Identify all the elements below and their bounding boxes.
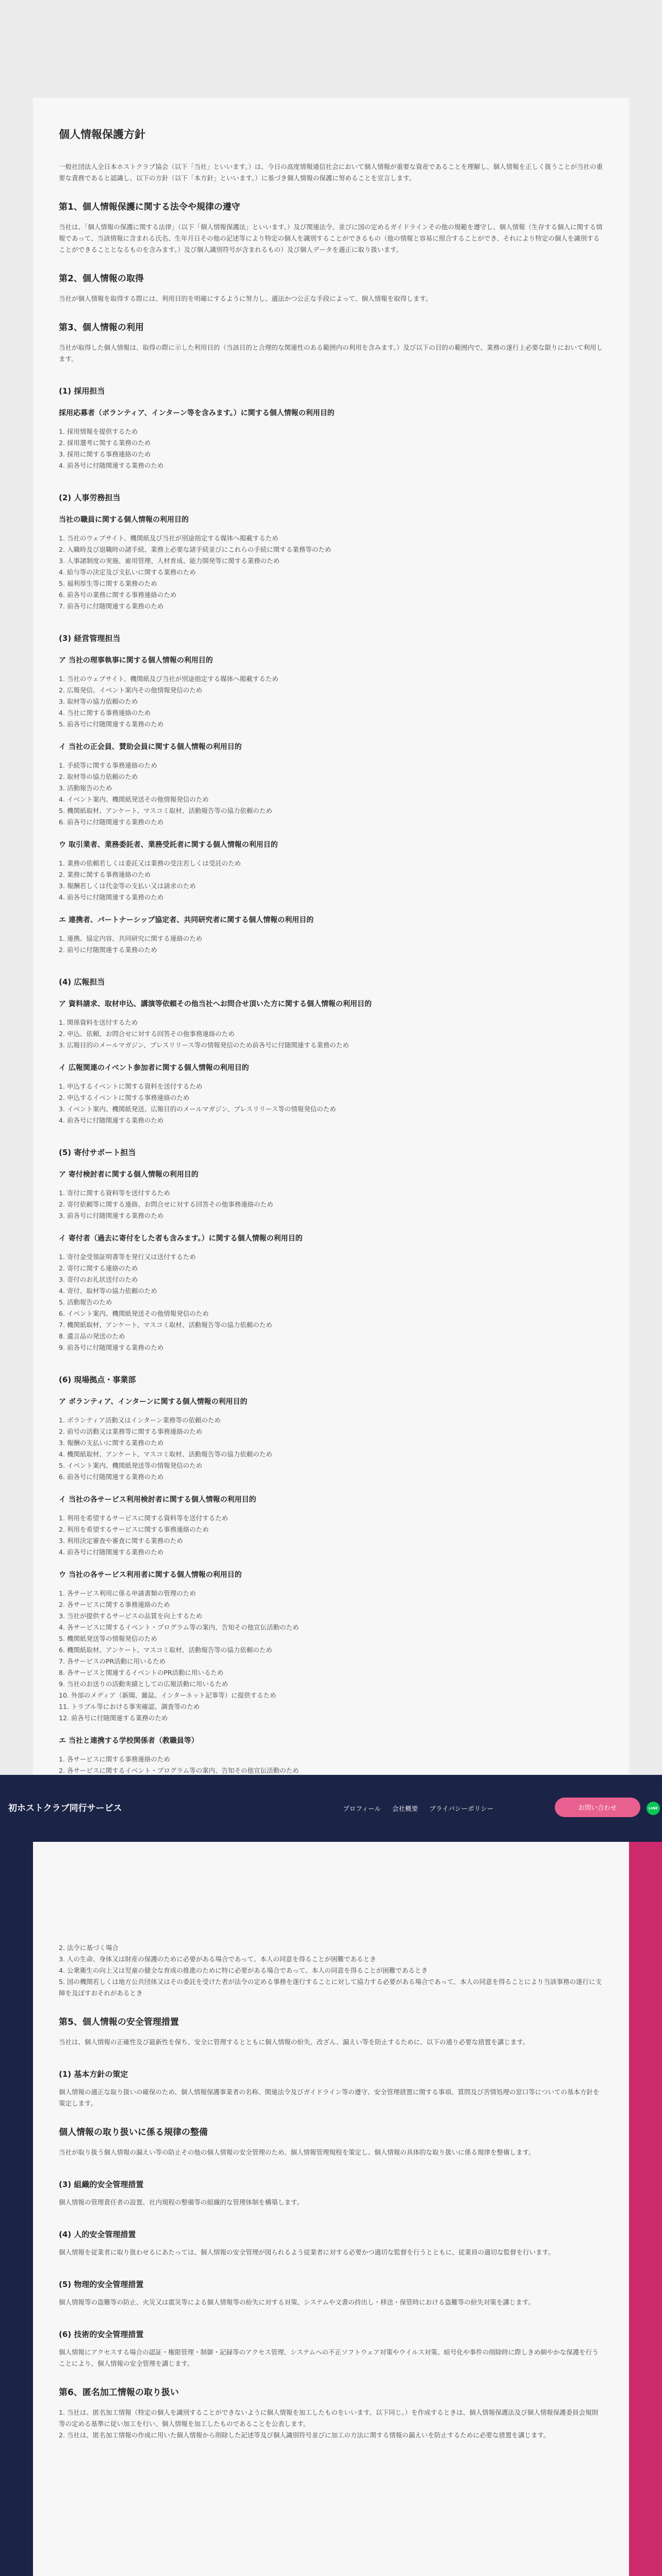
list-item: 3. 採用に関する事務連絡のため: [59, 450, 151, 458]
list-item: 2. 入職時及び退職時の諸手続、業務上必要な諸手続並びにこれらの手続に関する業務等のため: [59, 546, 332, 553]
list-item: 5. 機関紙発送等の情報発信のため: [59, 1635, 157, 1642]
list-item: 3. 当社が提供するサービスの品質を向上するため: [59, 1612, 203, 1620]
list-item: 4. 寄付、取材等の協力依頼のため: [59, 1287, 157, 1295]
list-item: 1. ボランティア活動又はインターン業務等の依頼のため: [59, 1416, 221, 1424]
list-item: 2. 広報発信、イベント案内その他情報発信のため: [59, 686, 203, 694]
list-item: 2. 申込するイベントに関する事務連絡のため: [59, 1094, 190, 1101]
list-item: 3. 人事諸制度の実施、雇用管理、人材育成、能力開発等に関する業務のため: [59, 557, 280, 565]
list-item: 9. 前各号に付随関連する業務のため: [59, 1344, 164, 1351]
section-2-title: 第2、個人情報の取得: [59, 274, 144, 284]
nav-privacy[interactable]: プライバシーポリシー: [429, 1805, 494, 1812]
page-title: 個人情報保護方針: [59, 128, 145, 141]
list-item: 1. 採用情報を提供するため: [59, 428, 138, 435]
main-nav: [343, 1804, 493, 1813]
line-icon[interactable]: LINE: [647, 1802, 660, 1815]
dept-recruit-sub: 採用応募者（ボランティア、インターン等を含みます。）に関する個人情報の利用目的: [59, 409, 335, 417]
dept-field-sub-c: ウ 当社の各サービス利用者に関する個人情報の利用目的: [59, 1571, 242, 1579]
dept-recruit-title: (1) 採用担当: [59, 386, 105, 396]
dept-donation-title: (5) 寄付サポート担当: [59, 1148, 136, 1157]
dept-pr-list-b: [59, 1081, 603, 1126]
dept-hr-list: [59, 533, 603, 612]
list-item: 6. 機関紙取材、アンケート、マスコミ取材、活動報告等の協力依頼のため: [59, 1646, 273, 1654]
dept-mgmt-sub-c: ウ 取引業者、業務委託者、業務受託者に関する個人情報の利用目的: [59, 841, 278, 849]
dept-mgmt-list-c: [59, 858, 603, 903]
list-item: 3. 広報目的のメールマガジン、プレスリリース等の情報発信のため前各号に付随関連する業務のため: [59, 1041, 349, 1049]
list-item: 2. 前号の活動又は業務等に関する事務連絡のため: [59, 1428, 203, 1435]
list-item: 3. 報酬若しくは代金等の支払い又は請求のため: [59, 882, 196, 890]
dept-pr-sub-b: イ 広報関連のイベント参加者に関する個人情報の利用目的: [59, 1064, 249, 1072]
section-1-title: 第1、個人情報保護に関する法令や規律の遵守: [59, 202, 240, 212]
list-item: 3. 人の生命、身体又は財産の保護のために必要がある場合であって、本人の同意を得ることが困難であるとき: [59, 1955, 376, 1963]
dept-pr-sub-a: ア 資料請求、取材申込、講演等依頼その他当社へお問合せ頂いた方に関する個人情報の利用目的: [59, 1000, 372, 1008]
list-item: 2. 業務に関する事務連絡のため: [59, 871, 151, 878]
list-item: 3. 前各号に付随関連する業務のため: [59, 1212, 164, 1219]
right-side-band: [629, 1842, 662, 2576]
list-item: 1. 関係資料を送付するため: [59, 1019, 138, 1026]
list-item: 4. 前各号に付随関連する業務のため: [59, 1116, 164, 1124]
list-item: 8. 各サービスと関連するイベントのPR活動に用いるため: [59, 1669, 224, 1676]
measure-5-text: 個人情報等の盗難等の防止、火災又は震災等による個人情報等の紛失に対する対策、システムや文書の持出し・移送・保管時における盗難等の紛失対策を講じます。: [59, 2298, 535, 2306]
section-6-list: [59, 2407, 603, 2441]
list-item: 11. トラブル等における事実確認、調査等のため: [59, 1703, 200, 1710]
section-3-title: 第3、個人情報の利用: [59, 323, 144, 333]
list-item: 4. 公衆衛生の向上又は児童の健全な育成の推進のために特に必要がある場合であって、本人の同意を得ることが困難であるとき: [59, 1967, 428, 1974]
dept-mgmt-list-b: [59, 760, 603, 828]
list-item: 7. 各サービスのPR活動に用いるため: [59, 1657, 166, 1665]
list-item: 2. 寄付に関する連絡のため: [59, 1264, 138, 1272]
list-item: 5. 機関紙取材、アンケート、マスコミ取材、活動報告等の協力依頼のため: [59, 807, 273, 815]
policy-content-bottom: [59, 1942, 603, 2576]
list-item: 6. 前各号に付随関連する業務のため: [59, 818, 164, 826]
measure-1-title: (1) 基本方針の策定: [59, 2070, 128, 2079]
list-item: 12. 前各号に付随関連する業務のため: [59, 1714, 168, 1722]
site-brand[interactable]: 初ホストクラブ同行サービス: [8, 1803, 122, 1814]
list-item: 1. 寄付に関する資料等を送付するため: [59, 1189, 170, 1197]
list-item: 4. 当社に関する事務連絡のため: [59, 709, 151, 717]
list-item: 4. 機関紙取材、アンケート、マスコミ取材、活動報告等の協力依頼のため: [59, 1450, 273, 1458]
policy-page: [33, 98, 629, 2576]
list-item: 6. 前各号の業務に関する事務連絡のため: [59, 591, 177, 599]
dept-mgmt-list-d: [59, 933, 603, 956]
section-5-text: 当社は、個人情報の正確性及び最新性を保ち、安全に管理するとともに個人情報の紛失、改ざん、漏えい等を防止するために、以下の通り必要な措置を講じます。: [59, 2038, 529, 2046]
list-item: 5. イベント案内、機関紙発送等の情報発信のため: [59, 1462, 203, 1469]
list-item: 1. 手続等に関する事務連絡のため: [59, 761, 157, 769]
list-item: 9. 当社のお送りの活動実績としての広報活動に用いるため: [59, 1680, 228, 1688]
list-item: 4. 給与等の決定及び支払いに関する業務のため: [59, 568, 196, 576]
dept-field-list-c: [59, 1588, 603, 1724]
list-item: 4. 前各号に付随関連する業務のため: [59, 893, 164, 901]
dept-donation-sub-a: ア 寄付検討者に関する個人情報の利用目的: [59, 1171, 198, 1179]
dept-field-sub-a: ア ボランティア、インターンに関する個人情報の利用目的: [59, 1398, 247, 1406]
list-item: 1. 当社のウェブサイト、機関紙及び当社が別途指定する媒体へ掲載するため: [59, 675, 278, 683]
list-item: 2. 各サービスに関するイベント・プログラム等の案内、告知その他宣伝活動のため: [59, 1767, 299, 1774]
list-item: 5. 活動報告のため: [59, 1298, 112, 1306]
list-item: 1. 各サービスに関する事務連絡のため: [59, 1755, 170, 1763]
list-item: 2. 前号に付随関連する業務のため: [59, 946, 157, 954]
list-item: 5. 前各号に付随関連する業務のため: [59, 720, 164, 728]
list-item: 1. 申込するイベントに関する資料を送付するため: [59, 1082, 203, 1090]
list-item: 8. 遺言品の発送のため: [59, 1332, 125, 1340]
list-item: 6. イベント案内、機関紙発送その他情報発信のため: [59, 1310, 209, 1317]
dept-recruit-list: [59, 426, 603, 471]
list-item: 1. 各サービス利用に係る申請書類の管理のため: [59, 1589, 196, 1597]
dept-donation-list-a: [59, 1188, 603, 1222]
list-item: 1. 当社のウェブサイト、機関紙及び当社が別途指定する媒体へ掲載するため: [59, 534, 278, 542]
list-item: 4. 各サービスに関するイベント・プログラム等の案内、告知その他宣伝活動のため: [59, 1623, 299, 1631]
list-item: 2. 採用選考に関する業務のため: [59, 439, 151, 447]
measure-3-text: 個人情報の管理責任者の設置、社内規程の整備等の組織的な管理体制を構築します。: [59, 2198, 304, 2206]
list-item: 4. イベント案内、機関紙発送その他情報発信のため: [59, 795, 209, 803]
dept-pr-title: (4) 広報担当: [59, 977, 105, 987]
contact-button[interactable]: お問い合わせ: [555, 1798, 640, 1817]
list-item: 7. 機関紙取材、アンケート、マスコミ取材、活動報告等の協力依頼のため: [59, 1321, 273, 1329]
list-item: 4. 前各号に付随関連する業務のため: [59, 1548, 164, 1556]
list-item: 4. 前各号に付随関連する業務のため: [59, 462, 164, 469]
list-item: 1. 寄付金受領証明書等を発行又は送付するため: [59, 1253, 196, 1261]
section-2-text: 当社が個人情報を取得する際には、利用目的を明確にするように努力し、適法かつ公正な手段によって、個人情報を取得します。: [59, 295, 432, 302]
dept-field-title: (6) 現場拠点・事業部: [59, 1375, 136, 1384]
list-item: 3. 利用決定審査や審査に関する業務のため: [59, 1537, 183, 1545]
dept-field-list-b: [59, 1513, 603, 1558]
section-5-title: 第5、個人情報の安全管理措置: [59, 2017, 179, 2027]
dept-hr-sub: 当社の職員に関する個人情報の利用目的: [59, 516, 189, 524]
section-1-text: 当社は、「個人情報の保護に関する法律」（以下「個人情報保護法」といいます。）及び関連法令、並びに国の定めるガイドラインその他の規範を遵守し、個人情報（生存する個人に関する情報であって、当該情報に含まれる氏名、生年月日その他の記述等により特定の個人を識別することができるもの（他の情報と容易に照合することができ、それにより特定の個人を識別することができることとなるものを含みます。）及び個人識別符号が含まれるもの）及び個人データを適正に取り扱います。: [59, 223, 603, 253]
dept-field-sub-d: エ 当社と連携する学校関係者（教職員等）: [59, 1737, 198, 1745]
list-item: 5. 福利厚生等に関する業務のため: [59, 580, 157, 587]
dept-hr-title: (2) 人事労務担当: [59, 493, 121, 502]
rules-text: 当社が取り扱う個人情報の漏えい等の防止その他の個人情報の安全管理のため、個人情報管理規程を策定し、個人情報の具体的な取り扱いに係る規律を整備します。: [59, 2148, 535, 2156]
list-item: 6. 前各号に付随関連する業務のため: [59, 1473, 164, 1481]
measure-3-title: (3) 組織的安全管理措置: [59, 2180, 144, 2189]
list-item: 1. 業務の依頼若しくは委託又は業務の受注若しくは受託のため: [59, 859, 241, 867]
list-item: 10. 外部のメディア（新聞、雑誌、インターネット記事等）に提供するため: [59, 1691, 276, 1699]
list-item: 7. 前各号に付随関連する業務のため: [59, 602, 164, 610]
list-item: 2. 各サービスに関する事務連絡のため: [59, 1601, 170, 1608]
list-item: 2. 申込、依頼、お問合せに対する回答その他事務連絡のため: [59, 1030, 235, 1038]
list-item: 3. 報酬の支払いに関する業務のため: [59, 1439, 164, 1447]
section-6-title: 第6、匿名加工情報の取り扱い: [59, 2387, 179, 2398]
list-item: 5. 国の機関若しくは地方公共団体又はその委託を受けた者が法令の定める事務を遂行することに対して協力する必要がある場合であって、本人の同意を得ることにより当該事務の遂行に支障を及ぼすおそれがあるとき: [59, 1978, 602, 1997]
left-side-band: [0, 1842, 33, 2576]
measure-6-text: 個人情報にアクセスする場合の認証・権限管理・制御・記録等のアクセス管理、システムへの不正ソフトウェア対策やウイルス対策、暗号化や事件の削除時に際しきめ細やかな保護を行うことにより、個人情報の安全管理を講じます。: [59, 2348, 599, 2367]
list-item: 1. 当社は、匿名加工情報（特定の個人を識別することができないように個人情報を加工したものをいいます。以下同じ。）を作成するときは、個人情報保護法及び個人情報保護委員会規則等の定める基準に従い加工を行い、個人情報を加工したものであることを公表します。: [59, 2409, 599, 2428]
dept-mgmt-sub-d: エ 連携者、パートナーシップ協定者、共同研究者に関する個人情報の利用目的: [59, 916, 314, 924]
list-item: 3. 活動報告のため: [59, 784, 112, 792]
measure-6-title: (6) 技術的安全管理措置: [59, 2330, 144, 2339]
dept-mgmt-sub-b: イ 当社の正会員、賛助会員に関する個人情報の利用目的: [59, 743, 242, 751]
third-party-exceptions-list: [59, 1942, 603, 1999]
dept-pr-list-a: [59, 1017, 603, 1051]
policy-content-top: [59, 126, 603, 1868]
dept-mgmt-title: (3) 経営管理担当: [59, 634, 121, 643]
list-item: 3. 取材等の協力依頼のため: [59, 698, 138, 705]
rules-title: 個人情報の取り扱いに係る規律の整備: [59, 2127, 208, 2138]
dept-field-sub-b: イ 当社の各サービス利用検討者に関する個人情報の利用目的: [59, 1496, 256, 1504]
list-item: 2. 法令に基づく場合: [59, 1944, 119, 1952]
list-item: 1. 連携、協定内容、共同研究に関する連絡のため: [59, 935, 203, 942]
nav-company[interactable]: 会社概要: [392, 1805, 418, 1812]
dept-donation-list-b: [59, 1251, 603, 1353]
list-item: 3. イベント案内、機関紙発送、広報目的のメールマガジン、プレスリリース等の情報発信のため: [59, 1105, 336, 1113]
dept-donation-sub-b: イ 寄付者（過去に寄付をした者も含みます。）に関する個人情報の利用目的: [59, 1234, 303, 1243]
measure-4-text: 個人情報を従業者に取り扱わせるにあたっては、個人情報の安全管理が図られるよう従業者に対する必要かつ適切な監督を行うとともに、従業員の適切な監督を行います。: [59, 2248, 555, 2256]
intro-text: 一般社団法人全日本ホストクラブ協会（以下「当社」といいます。）は、今日の高度情報通信社会において個人情報が重要な資産であることを理解し、個人情報を正しく扱うことが当社の重要な責務であると認識し、以下の方針（以下「本方針」といいます。）に基づき個人情報の保護に努めることを宣言します。: [59, 163, 603, 182]
list-item: 2. 利用を希望するサービスに関する事務連絡のため: [59, 1526, 209, 1533]
site-header: [0, 1775, 662, 1842]
measure-5-title: (5) 物理的安全管理措置: [59, 2280, 144, 2289]
nav-profile[interactable]: プロフィール: [343, 1805, 381, 1812]
list-item: 2. 寄付依頼等に関する連絡、お問合せに対する回答その他事務連絡のため: [59, 1200, 273, 1208]
dept-field-list-a: [59, 1415, 603, 1483]
dept-mgmt-sub-a: ア 当社の理事執事に関する個人情報の利用目的: [59, 656, 213, 665]
section-3-text: 当社が取得した個人情報は、取得の際に示した利用目的（当該目的と合理的な関連性のある範囲内の利用を含みます。）及び以下の目的の範囲内で、業務の遂行上必要な限りにおいて利用します。: [59, 344, 603, 363]
measure-4-title: (4) 人的安全管理措置: [59, 2230, 136, 2239]
measure-1-text: 個人情報の適正な取り扱いの確保のため、個人情報保護事業者の名称、関連法令及びガイドライン等の遵守、安全管理措置に関する事項、質問及び苦情処理の窓口等についての基本方針を策定します。: [59, 2088, 600, 2107]
list-item: 3. 寄付のお礼状送付のため: [59, 1276, 138, 1283]
dept-mgmt-list-a: [59, 673, 603, 730]
list-item: 2. 取材等の協力依頼のため: [59, 773, 138, 781]
list-item: 2. 当社は、匿名加工情報の作成に用いた個人情報から削除した記述等及び個人識別符号並びに加工の方法に関する情報の漏えいを防止するために必要な措置を講じます。: [59, 2431, 550, 2439]
list-item: 1. 利用を希望するサービスに関する資料等を送付するため: [59, 1514, 228, 1522]
